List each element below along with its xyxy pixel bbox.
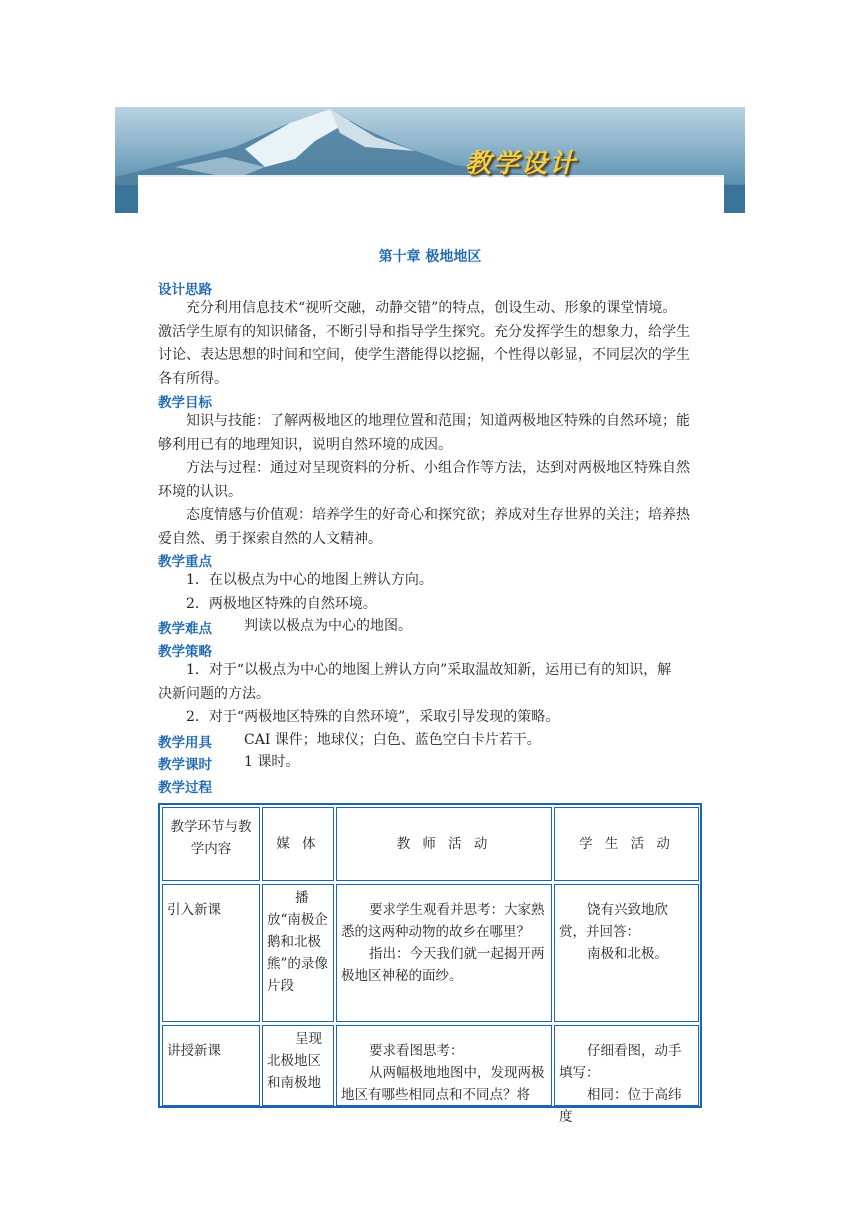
heading-strategy: 教学策略	[158, 644, 212, 660]
cell-text: 饶有兴致地欣赏，并回答：	[559, 902, 668, 940]
heading-key-points: 教学重点	[158, 554, 212, 570]
table-header: 教 师 活 动	[336, 807, 552, 881]
text-line: 讨论、表达思想的时间和空间，使学生潜能得以挖掘，个性得以彰显，不同层次的学生	[158, 347, 690, 363]
hours-value: 1 课时。	[244, 754, 300, 770]
banner-frame	[138, 175, 724, 215]
table-cell-student	[554, 1025, 699, 1125]
teaching-process-table	[158, 803, 702, 1125]
text-line: 爱自然、勇于探索自然的人文精神。	[158, 530, 382, 547]
table-header: 教学环节与教学内容	[162, 807, 260, 881]
list-item: 1．对于“以极点为中心的地图上辨认方向”采取温故知新，运用已有的知识，解	[186, 662, 672, 678]
table-cell-stage: 讲授新课	[162, 1025, 260, 1106]
table-cell-media	[262, 1025, 334, 1106]
text-line: 充分利用信息技术“视听交融，动静交错”的特点，创设生动、形象的课堂情境。	[186, 300, 677, 316]
table-cell-student	[554, 884, 699, 1022]
design-paragraph	[158, 297, 703, 391]
table-cell-media	[262, 884, 334, 1022]
table-header: 媒 体	[262, 807, 334, 881]
text-line: 各有所得。	[158, 370, 228, 387]
tools-value: CAI 课件；地球仪；白色、蓝色空白卡片若干。	[244, 732, 541, 748]
cell-text: 播放“南极企鹅和北极熊”的录像片段	[267, 890, 328, 994]
text-line: 态度情感与价值观：培养学生的好奇心和探究欲；养成对生存世界的关注；培养热	[186, 507, 690, 523]
cell-text: 指出：今天我们就一起揭开两极地区神秘的面纱。	[341, 946, 545, 984]
text-line: 够利用已有的地理知识，说明自然环境的成因。	[158, 436, 452, 453]
list-item: 1．在以极点为中心的地图上辨认方向。	[186, 572, 433, 588]
list-item: 2．对于“两极地区特殊的自然环境”，采取引导发现的策略。	[186, 709, 560, 725]
key-points-list	[158, 569, 703, 616]
text-line: 方法与过程：通过对呈现资料的分析、小组合作等方法，达到对两极地区特殊自然	[186, 460, 690, 476]
cell-text: 仔细看图，动手填写：	[559, 1043, 682, 1081]
document-title: 第十章 极地地区	[378, 249, 482, 265]
heading-design: 设计思路	[158, 282, 212, 298]
heading-difficulty: 教学难点	[158, 621, 212, 637]
cell-text: 要求学生观看并思考：大家熟悉的这两种动物的故乡在哪里？	[341, 902, 545, 940]
heading-tools: 教学用具	[158, 735, 212, 751]
cell-text: 相同：位于高纬度	[559, 1087, 682, 1125]
text-line: 激活学生原有的知识储备，不断引导和指导学生探究。充分发挥学生的想象力，给学生	[158, 323, 690, 340]
cell-text: 南极和北极。	[587, 946, 668, 962]
cell-text: 要求看图思考：	[369, 1043, 464, 1059]
table-header: 学 生 活 动	[554, 807, 699, 881]
goals-paragraph	[158, 410, 703, 551]
text-line: 决新问题的方法。	[158, 685, 270, 702]
heading-goals: 教学目标	[158, 395, 212, 411]
cell-text: 呈现北极地区和南极地	[267, 1031, 322, 1091]
list-item: 2．两极地区特殊的自然环境。	[186, 595, 377, 612]
table-cell-teacher	[336, 1025, 552, 1106]
difficulty-value: 判读以极点为中心的地图。	[244, 618, 412, 634]
text-line: 环境的认识。	[158, 483, 242, 500]
table-cell-teacher	[336, 884, 552, 1022]
strategy-list	[158, 659, 703, 730]
text-line: 知识与技能：了解两极地区的地理位置和范围；知道两极地区特殊的自然环境；能	[186, 413, 690, 429]
cell-text: 从两幅极地地图中，发现两极地区有哪些相同点和不同点？将	[341, 1065, 545, 1103]
heading-hours: 教学课时	[158, 757, 212, 773]
table-cell-stage: 引入新课	[162, 884, 260, 1022]
heading-process: 教学过程	[158, 780, 212, 796]
banner-title: 教学设计	[465, 149, 578, 179]
